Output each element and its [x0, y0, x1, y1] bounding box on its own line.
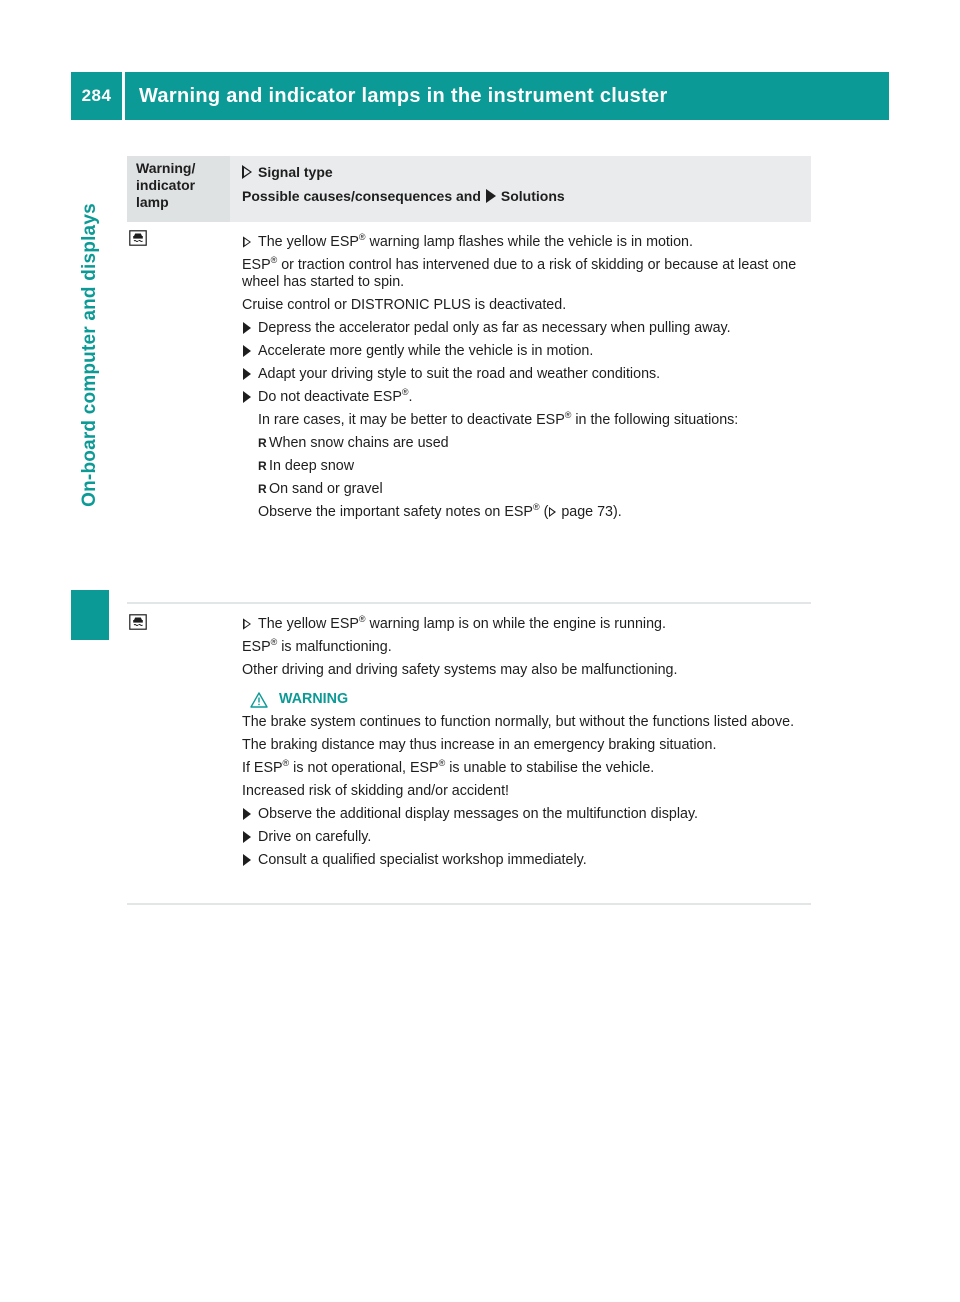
- list-item: Accelerate more gently while the vehicle is in motion.: [242, 343, 811, 360]
- header-causes: Possible causes/consequences and: [242, 188, 481, 204]
- list-item: R On sand or gravel: [258, 481, 383, 497]
- page-number: 284: [71, 72, 125, 120]
- list-item: Adapt your driving style to suit the road and weather conditions.: [242, 366, 811, 383]
- table-row: The yellow ESP® warning lamp is on while the engine is running. ESP® is malfunctioning. Other driving and driving safety systems may also be malfunctioning. WARNING The brake system continues to function normally, but without the functions listed above. The braking distance may thus increase in an emergency braking situation. If ESP® is not operational, ESP® is unable to stabilise the vehicle. Increased risk of skidding and/or accident! Observe the additional display messages on the multifunction display. Drive on carefully. Consult a qualified specialist workshop immediately.: [127, 604, 811, 905]
- list-item: R In deep snow: [258, 458, 355, 474]
- action-arrow-icon: [243, 391, 251, 403]
- bullet-icon: R: [258, 436, 267, 450]
- list-item: Drive on carefully.: [242, 829, 811, 846]
- page-reference-link[interactable]: page 73).: [557, 504, 622, 520]
- table-header: [127, 156, 811, 222]
- action-arrow-icon: [243, 345, 251, 357]
- chapter-tab: [71, 120, 109, 640]
- action-arrow-icon: [243, 368, 251, 380]
- action-arrow-icon: [243, 831, 251, 843]
- list-item: R When snow chains are used: [258, 435, 449, 451]
- warning-triangle-icon: [250, 692, 268, 708]
- warning-lamp-table: [127, 156, 811, 905]
- list-item: Observe the additional display messages on the multifunction display.: [242, 806, 811, 823]
- page-title: Warning and indicator lamps in the instrument cluster: [139, 84, 668, 107]
- signal-triangle-icon: [242, 165, 252, 179]
- page-header: [71, 72, 889, 120]
- list-item: Depress the accelerator pedal only as far as necessary when pulling away.: [242, 320, 811, 337]
- chapter-marker: [71, 590, 109, 640]
- esp-skid-icon: [129, 614, 147, 630]
- esp-skid-icon: [129, 230, 147, 246]
- signal-triangle-icon: [243, 236, 251, 247]
- list-item: Consult a qualified specialist workshop immediately.: [242, 852, 811, 869]
- signal-triangle-icon: [243, 618, 251, 629]
- bullet-icon: R: [258, 482, 267, 496]
- action-arrow-icon: [243, 808, 251, 820]
- header-signal-type: Signal type: [258, 164, 333, 180]
- chapter-label: On-board computer and displays: [79, 203, 100, 507]
- table-row: The yellow ESP® warning lamp flashes while the vehicle is in motion. ESP® or traction control has intervened due to a risk of skidding or because at least one wheel has started to spin. Cruise control or DISTRONIC PLUS is deactivated. Depress the accelerator pedal only as far as necessary when pulling away. Accelerate more gently while the vehicle is in motion. Adapt your driving style to suit the road and weather conditions. Do not deactivate ESP®. In rare cases, it may be better to deactivate ESP® in the following situations: R When snow chains are used R In deep snow R On sand or gravel Observe the important safety notes on ESP® ( page 73).: [127, 222, 811, 604]
- header-solutions: Solutions: [500, 188, 565, 204]
- page-ref-icon: [549, 507, 556, 517]
- list-item: Do not deactivate ESP®.: [242, 389, 811, 406]
- warning-heading: WARNING: [242, 691, 811, 708]
- header-lamp: Warning/ indicator lamp: [127, 156, 230, 222]
- action-arrow-icon: [243, 322, 251, 334]
- action-arrow-icon: [486, 189, 496, 203]
- action-arrow-icon: [243, 854, 251, 866]
- bullet-icon: R: [258, 459, 267, 473]
